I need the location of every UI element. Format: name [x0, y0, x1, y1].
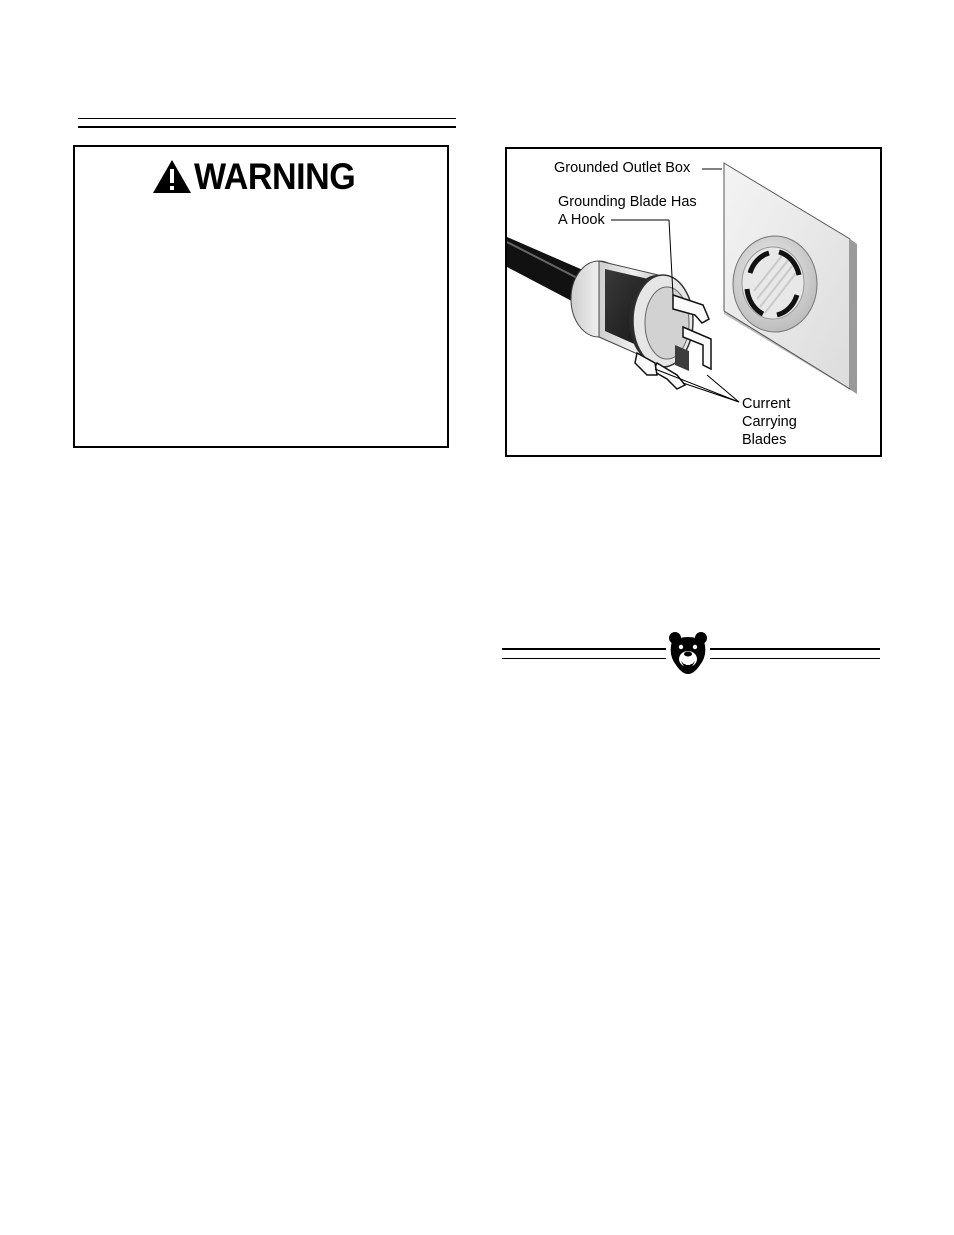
top-rule-thick: [78, 126, 456, 128]
divider-right-thick: [710, 648, 880, 650]
top-rule-thin: [78, 118, 456, 119]
divider-left-thin: [502, 658, 666, 659]
label-current-line1: Current: [742, 396, 791, 412]
plug-outlet-figure: [505, 147, 882, 457]
label-grounding-blade-line1: Grounding Blade Has: [558, 194, 697, 210]
warning-header: [75, 157, 447, 197]
divider-left-thick: [502, 648, 666, 650]
warning-triangle-icon: [152, 159, 192, 195]
warning-title: WARNING: [194, 156, 356, 197]
outlet-plate: [724, 163, 857, 394]
locking-plug: [571, 261, 711, 389]
divider-right-thin: [710, 658, 880, 659]
label-grounding-blade-line2: A Hook: [558, 212, 605, 228]
bear-head-icon: [668, 631, 708, 675]
warning-box: [73, 145, 449, 448]
label-current-line3: Blades: [742, 432, 787, 448]
label-current-line2: Carrying: [742, 414, 797, 430]
label-grounded-outlet-box: Grounded Outlet Box: [554, 160, 691, 176]
